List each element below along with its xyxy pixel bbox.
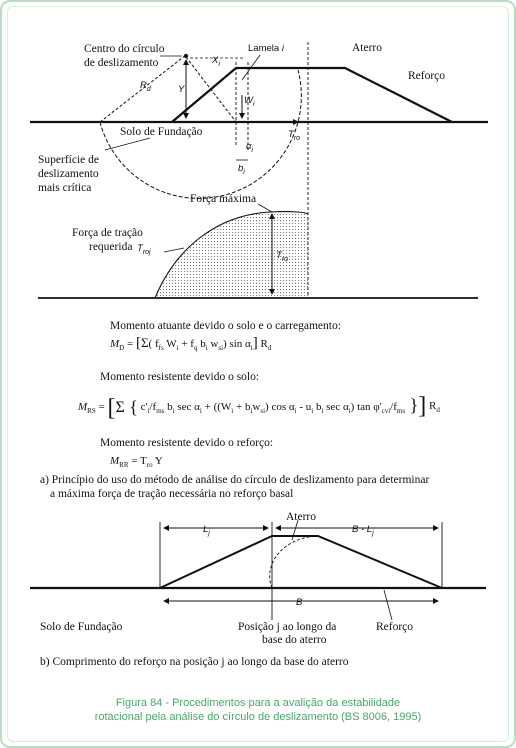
label-reforco-b: Reforço: [376, 621, 414, 633]
label-b: B: [296, 597, 303, 608]
radius-line-2: [186, 57, 236, 122]
equations: [40, 320, 440, 500]
label-aterro-b: Aterro: [286, 511, 317, 523]
label-tro: $T_{ro}$: [288, 129, 301, 142]
eq-atuante-formula: $M_D = [\Sigma$( $f_{fs}$ $W_i + f_q$ $b_i$ $w_{si}$) $\sin \alpha_i$] $R_d$: [110, 335, 272, 352]
superficie-leader: [105, 138, 150, 150]
eq-resistente-reforco-formula: $M_{RR} = T_{ro}$ Y: [110, 455, 163, 469]
label-xi: $X_i$: [212, 55, 220, 68]
label-forca-maxima: Força máxima: [190, 193, 257, 205]
label-superficie-3: mais crítica: [38, 182, 92, 194]
label-b-minus-lj: B - $L_j$: [352, 524, 374, 537]
eq-resistente-solo-formula: $M_{RS} = [\Sigma$ { $c'_i/f_{ms}$ $b_i$ $\sec \alpha_i + ((W_i + b_iw_{si})$ $\cos \alpha_i - u_i$ $b_i$ $\sec \alpha_i$) $\tan \varphi'_{cvi}/f_{ms}$ }] $R_d$: [78, 393, 440, 421]
label-posicao-2: base do aterro: [262, 634, 327, 646]
figure-caption-line-1: Figura 84 - Procedimentos para a avalição da estabilidade: [115, 697, 401, 709]
tension-chart: [38, 193, 478, 298]
eq-resistente-solo-title: Momento resistente devido o solo:: [100, 371, 260, 383]
label-centro-1: Centro do círculo: [84, 43, 165, 55]
troj-leader: [164, 248, 184, 252]
eq-resistente-reforco-title: Momento resistente devido o reforço:: [100, 437, 274, 449]
label-bi: $b_i$: [238, 163, 245, 176]
label-superficie-2: deslizamento: [38, 168, 99, 180]
label-rd: $R_d$: [140, 80, 151, 93]
label-solo-a: Solo de Fundação: [120, 126, 203, 138]
tension-curve-fill: [155, 212, 308, 298]
label-centro-2: de deslizamento: [84, 57, 159, 69]
label-troj: $T_{roj}$: [137, 243, 151, 256]
label-lj: $L_j$: [203, 524, 210, 537]
slip-arc-b: [270, 536, 318, 588]
label-reforco-a: Reforço: [408, 70, 446, 82]
label-posicao-1: Posição j ao longo da: [238, 621, 337, 633]
label-y: Y: [178, 84, 185, 95]
label-superficie-1: Superfície de: [38, 154, 99, 166]
label-alpha: $\alpha_i$: [246, 141, 253, 154]
caption-a-line-1: a) Princípio do uso do método de análise do círculo de deslizamento para determinar: [40, 474, 430, 486]
label-aterro-a: Aterro: [352, 42, 383, 54]
label-lamela: Lamela i: [248, 43, 284, 54]
caption-b: b) Comprimento do reforço na posição j ao longo da base do aterro: [40, 656, 349, 668]
embankment-b: [160, 536, 442, 588]
label-forca-tracao-2: requerida: [89, 241, 133, 253]
figure-caption-line-2: rotacional pela análise do círculo de deslizamento (BS 8006, 1995): [94, 711, 422, 723]
circle-center: [184, 54, 188, 58]
eq-atuante-title: Momento atuante devido o solo e o carregamento:: [110, 320, 341, 332]
label-solo-b: Solo de Fundação: [40, 621, 123, 633]
label-wi: $W_i$: [244, 95, 255, 108]
label-tro-2: $T_{ro}$: [276, 250, 289, 263]
diagram-b: [30, 511, 486, 668]
caption-a-line-2: a máxima força de tração necessária no reforço basal: [50, 488, 294, 500]
label-forca-tracao-1: Força de tração: [72, 227, 143, 239]
reforco-leader-b: [384, 590, 392, 620]
forca-maxima-leader: [258, 204, 272, 212]
